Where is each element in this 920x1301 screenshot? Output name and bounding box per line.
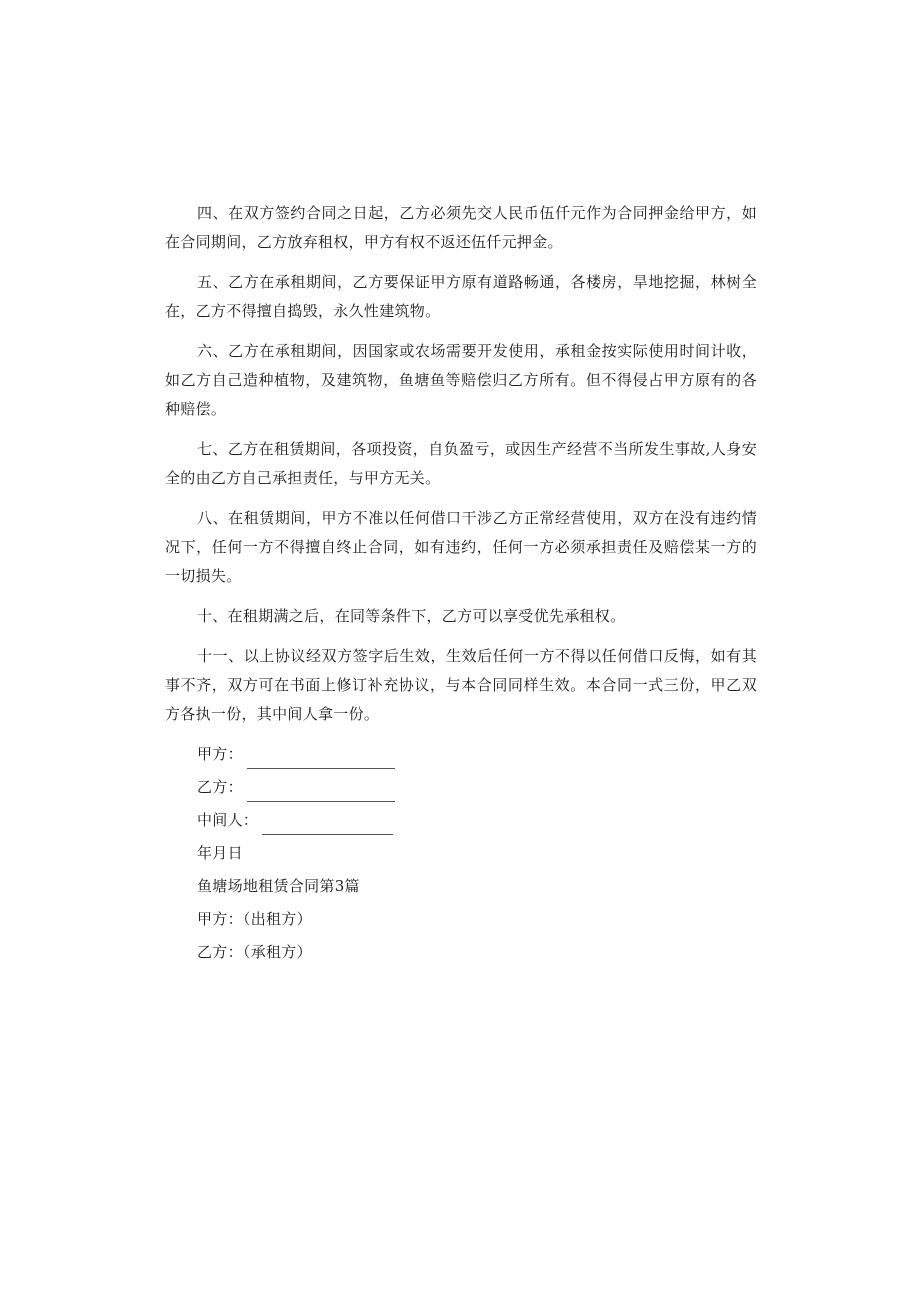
clause-6: 六、乙方在承租期间，因国家或农场需要开发使用，承租金按实际使用时间计收，如乙方自己造种植物，及建筑物，鱼塘鱼等赔偿归乙方所有。但不得侵占甲方原有的各种赔偿。 [165, 342, 757, 418]
date-line: 年月日 [197, 844, 243, 862]
signature-party-a [165, 740, 757, 769]
party-a-label: 甲方： [197, 745, 243, 763]
document-body [165, 199, 757, 971]
clause-7: 七、乙方在租赁期间，各项投资，自负盈亏，或因生产经营不当所发生事故,人身安全的由乙方自己承担责任，与甲方无关。 [165, 440, 757, 487]
party-b-signature-line [247, 783, 395, 802]
next-contract-title: 鱼塘场地租赁合同第3篇 [197, 877, 360, 895]
clause-4: 四、在双方签约合同之日起，乙方必须先交人民币伍仟元作为合同押金给甲方，如在合同期间，乙方放弃租权，甲方有权不返还伍仟元押金。 [165, 204, 757, 251]
middleman-label: 中间人： [197, 811, 259, 829]
party-b-label: 乙方： [197, 778, 243, 796]
clause-11: 十一、以上协议经双方签字后生效，生效后任何一方不得以任何借口反悔，如有其事不齐，双方可在书面上修订补充协议，与本合同同样生效。本合同一式三份，甲乙双方各执一份，其中间人拿一份。 [165, 647, 757, 723]
clause-5: 五、乙方在承租期间，乙方要保证甲方原有道路畅通，各楼房，旱地挖掘，林树全在，乙方不得擅自捣毁，永久性建筑物。 [165, 273, 757, 320]
signature-middleman [165, 806, 757, 835]
signature-party-b [165, 773, 757, 802]
party-a-signature-line [247, 750, 395, 769]
clause-10: 十、在租期满之后，在同等条件下，乙方可以享受优先承租权。 [197, 607, 626, 625]
clause-8: 八、在租赁期间，甲方不准以任何借口干涉乙方正常经营使用，双方在没有违约情况下，任何一方不得擅自终止合同，如有违约，任何一方必须承担责任及赔偿某一方的一切损失。 [165, 509, 757, 585]
middleman-signature-line [262, 816, 393, 835]
next-party-b: 乙方：（承租方） [197, 943, 312, 961]
next-party-a: 甲方：（出租方） [197, 910, 312, 928]
